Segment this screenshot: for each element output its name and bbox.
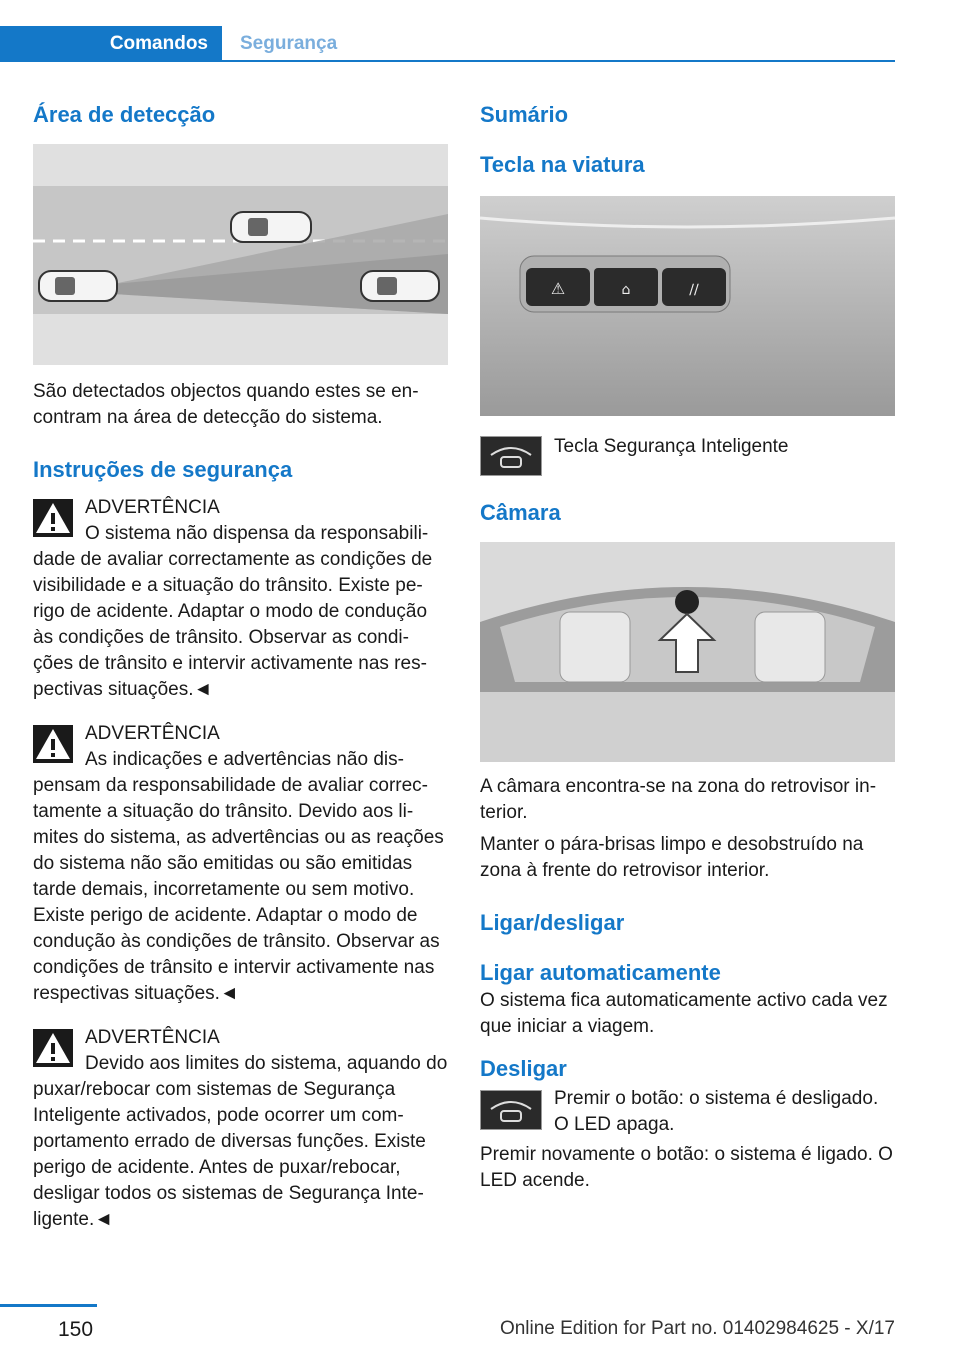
intelligent-safety-key-icon xyxy=(480,1090,542,1130)
key-caption-row xyxy=(480,432,895,484)
detection-area-illustration xyxy=(33,144,448,365)
header-tabbar xyxy=(0,26,895,62)
warning-block xyxy=(33,495,448,703)
heading-ligar-desligar: Ligar/desligar xyxy=(480,910,625,935)
camera-illustration xyxy=(480,542,895,762)
tab-comandos[interactable]: Comandos xyxy=(0,26,222,62)
heading-area-deteccao: Área de detecção xyxy=(33,102,216,127)
warning-text: Devido aos limites do sistema, aquando do puxar/rebocar com sistemas de Segurança Inteligente activados, pode ocorrer um com-portamento errado de diversas funções. Existe perigo de acidente. Antes de puxar/rebocar, desligar todos os sistemas de Segurança Inte-ligente.◄ xyxy=(33,1053,448,1230)
warning-triangle-icon xyxy=(33,725,73,763)
edition-note: Online Edition for Part no. 01402984625 - X/17 xyxy=(499,1318,895,1339)
tab-seguranca[interactable]: Segurança xyxy=(240,33,338,54)
svg-text:∕∕: ∕∕ xyxy=(689,282,699,298)
heading-sumario: Sumário xyxy=(480,102,569,127)
heading-instrucoes: Instruções de segurança xyxy=(33,457,293,482)
car-icon xyxy=(39,271,117,301)
heading-ligar-auto: Ligar automaticamente xyxy=(480,960,721,985)
detection-area-figure xyxy=(33,144,448,365)
warning-block xyxy=(33,721,448,1007)
key-caption: Tecla Segurança Inteligente xyxy=(554,436,789,457)
svg-text:⌂: ⌂ xyxy=(621,282,631,298)
camera-figure xyxy=(480,542,895,762)
tab-underline xyxy=(222,60,895,62)
svg-text:⚠: ⚠ xyxy=(550,279,566,298)
heading-desligar: Desligar xyxy=(480,1056,567,1081)
warning-triangle-icon xyxy=(33,1029,73,1067)
off-paragraph-1: Premir o botão: o sistema é desligado. O LED apaga. xyxy=(554,1088,879,1135)
off-paragraph-2: Premir novamente o botão: o sistema é ligado. O LED acende. xyxy=(480,1144,893,1191)
right-column xyxy=(480,100,895,1194)
warning-text: O sistema não dispensa da responsabili-dade de avaliar correctamente as condições de visibilidade e a situação do trânsito. Existe pe-rigo de acidente. Adaptar o modo de condução às condições de trânsito. Observar as condi-ções de trânsito e intervir activamente nas res-pectivas situações.◄ xyxy=(33,523,433,700)
warning-title: ADVERTÊNCIA xyxy=(85,723,220,744)
detection-paragraph: São detectados objectos quando estes se en-contram na área de detecção do sistema. xyxy=(33,381,419,428)
footer-rule xyxy=(0,1304,97,1307)
warning-text: As indicações e advertências não dis-pensam da responsabilidade de avaliar correc-tamente a situação do trânsito. Devido aos li-mites do sistema, as advertências ou as reações do sistema não são emitidas ou são emitidas tarde demais, incorretamente ou sem motivo. Existe perigo de acidente. Adaptar o modo de condução às condições de trânsito. Observar as condições de trânsito e intervir activamente nas respectivas situações.◄ xyxy=(33,749,444,1004)
car-icon xyxy=(361,271,439,301)
vehicle-key-figure xyxy=(480,196,895,416)
heading-camara: Câmara xyxy=(480,500,561,525)
camera-paragraph-1: A câmara encontra-se na zona do retrovisor in-terior. xyxy=(480,776,877,823)
heading-tecla: Tecla na viatura xyxy=(480,152,645,177)
car-icon xyxy=(231,212,311,242)
vehicle-key-illustration xyxy=(480,196,895,416)
left-column xyxy=(33,100,448,1233)
page-number: 150 xyxy=(58,1318,94,1341)
warning-title: ADVERTÊNCIA xyxy=(85,497,220,518)
warning-triangle-icon xyxy=(33,499,73,537)
warning-block xyxy=(33,1025,448,1233)
camera-paragraph-2: Manter o pára-brisas limpo e desobstruído na zona à frente do retrovisor interior. xyxy=(480,834,864,881)
off-row xyxy=(480,1086,895,1138)
warning-title: ADVERTÊNCIA xyxy=(85,1027,220,1048)
auto-paragraph: O sistema fica automaticamente activo cada vez que iniciar a viagem. xyxy=(480,990,888,1037)
intelligent-safety-key-icon xyxy=(480,436,542,476)
